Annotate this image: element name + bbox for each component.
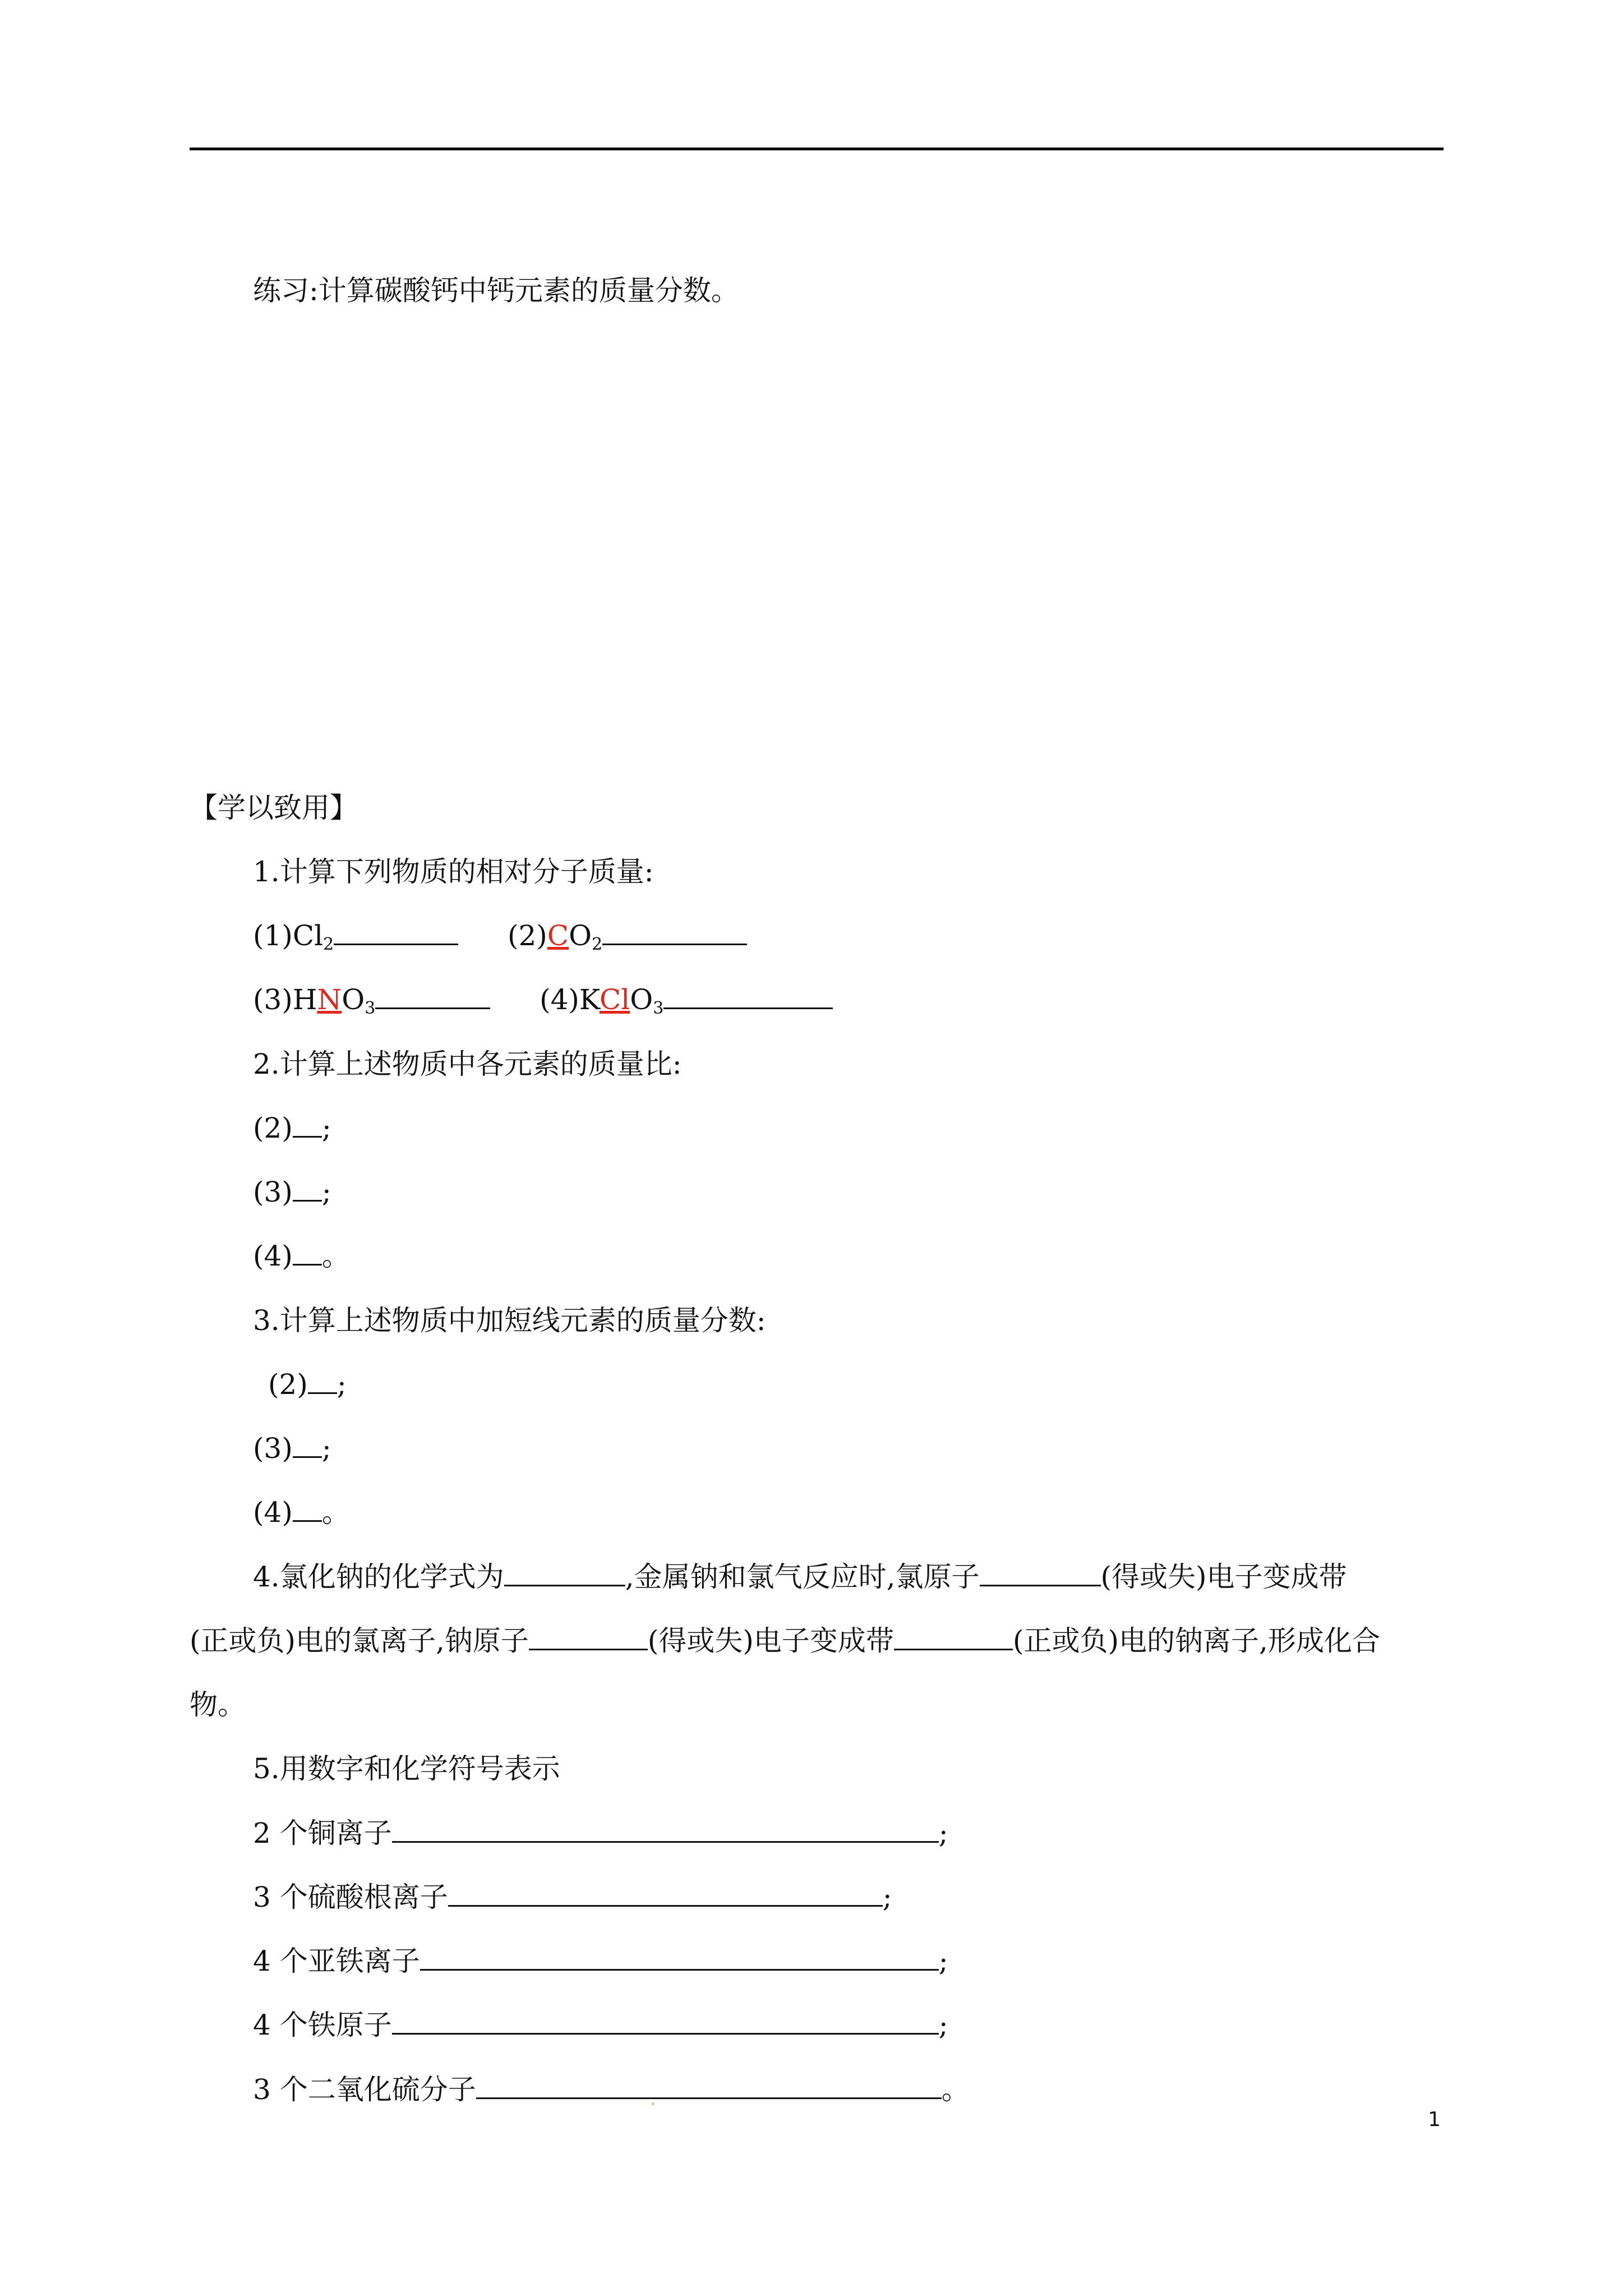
q1-item3-rest: O [342, 983, 365, 1016]
q5-item-end: ; [882, 1881, 892, 1913]
q1-item3-sub: 3 [365, 999, 376, 1018]
q5-item-end: ; [938, 2009, 948, 2041]
q4-text: (正或负)电的氯离子,钠原子 [190, 1625, 529, 1657]
answer-blank[interactable] [293, 1110, 322, 1138]
q3-item-end: ; [336, 1368, 347, 1401]
answer-blank[interactable] [420, 1943, 939, 1971]
q1-item2-num: (2) [507, 919, 547, 952]
q4-line-3: 物。 [190, 1688, 246, 1721]
q5-item [253, 2003, 948, 2047]
answer-blank[interactable] [293, 1494, 322, 1522]
q2-item [253, 1234, 350, 1278]
answer-blank[interactable] [293, 1430, 322, 1458]
q3-item-num: (2) [268, 1368, 308, 1401]
q2-item-end: ; [321, 1112, 331, 1144]
q1-item3-highlight: N [317, 983, 342, 1016]
section-heading: 【学以致用】 [190, 792, 358, 824]
q3-item [268, 1362, 347, 1407]
q5-item-end: 。 [941, 2073, 970, 2106]
q1-item2-highlight: C [547, 919, 569, 952]
q3-item-end: ; [321, 1432, 331, 1465]
q3-prompt: 3.计算上述物质中加短线元素的质量分数: [253, 1304, 766, 1337]
answer-blank[interactable] [293, 1237, 322, 1266]
answer-blank[interactable] [980, 1558, 1101, 1587]
q1-item4-pre: K [579, 983, 600, 1016]
q1-row-2 [253, 977, 833, 1022]
q5-item [253, 1811, 948, 1856]
q2-item-num: (2) [253, 1112, 293, 1144]
q1-item4-highlight: Cl [599, 983, 630, 1016]
answer-blank[interactable] [392, 2007, 939, 2035]
q5-item [253, 2067, 970, 2112]
q5-item [253, 1939, 948, 1984]
q3-item-num: (3) [253, 1432, 293, 1465]
answer-blank[interactable] [375, 981, 490, 1010]
answer-blank[interactable] [476, 2071, 942, 2100]
answer-blank[interactable] [663, 981, 833, 1010]
q2-item-end: ; [321, 1176, 331, 1208]
q4-text: 4.氯化钠的化学式为 [253, 1561, 504, 1593]
answer-blank[interactable] [308, 1366, 337, 1395]
q2-item-end: 。 [321, 1240, 350, 1272]
q1-prompt: 1.计算下列物质的相对分子质量: [253, 855, 654, 888]
answer-blank[interactable] [334, 917, 458, 946]
q5-item-label: 2 个铜离子 [253, 1817, 392, 1849]
q2-item-num: (3) [253, 1176, 293, 1208]
q3-item [253, 1490, 350, 1535]
q5-item-label: 3 个二氧化硫分子 [253, 2073, 476, 2106]
q1-item2-rest: O [569, 919, 592, 952]
q5-item-label: 3 个硫酸根离子 [253, 1881, 448, 1913]
q2-item [253, 1106, 331, 1151]
q2-item-num: (4) [253, 1240, 293, 1272]
q1-item2-sub: 2 [592, 935, 603, 954]
q4-text: (得或失)电子变成带 [1100, 1561, 1347, 1593]
answer-blank[interactable] [392, 1815, 939, 1843]
q5-item [253, 1875, 892, 1920]
q4-line-2 [190, 1618, 1380, 1663]
q1-item4-sub: 3 [653, 999, 664, 1018]
q5-prompt: 5.用数字和化学符号表示 [253, 1752, 560, 1785]
q5-item-label: 4 个铁原子 [253, 2009, 392, 2041]
q4-text: ,金属钠和氯气反应时,氯原子 [625, 1561, 980, 1593]
q4-text: (得或失)电子变成带 [647, 1625, 894, 1657]
q4-line-1 [253, 1554, 1347, 1599]
q4-text: (正或负)电的钠离子,形成化合 [1012, 1625, 1380, 1657]
q1-item4-num: (4) [540, 983, 579, 1016]
q1-item3-pre: H [292, 983, 317, 1016]
q5-item-end: ; [938, 1945, 948, 1977]
practice-text: 练习:计算碳酸钙中钙元素的质量分数。 [253, 274, 739, 307]
answer-blank[interactable] [602, 917, 747, 946]
q3-item-end: 。 [321, 1496, 350, 1529]
answer-blank[interactable] [529, 1622, 648, 1651]
q2-prompt: 2.计算上述物质中各元素的质量比: [253, 1048, 682, 1080]
q1-item1-formula: Cl [292, 919, 324, 952]
q1-item3-num: (3) [253, 983, 293, 1016]
q2-item [253, 1170, 331, 1214]
q1-item4-rest: O [630, 983, 653, 1016]
stray-dot [652, 2102, 654, 2105]
answer-blank[interactable] [894, 1622, 1013, 1651]
q5-item-label: 4 个亚铁离子 [253, 1945, 420, 1977]
q1-item1-sub: 2 [323, 935, 334, 954]
header-rule [190, 148, 1444, 150]
q5-item-end: ; [938, 1817, 948, 1849]
q1-row-1 [253, 913, 747, 958]
answer-blank[interactable] [504, 1558, 625, 1587]
q1-item1-num: (1) [253, 919, 293, 952]
answer-blank[interactable] [448, 1879, 883, 1907]
answer-blank[interactable] [293, 1174, 322, 1202]
q3-item-num: (4) [253, 1496, 293, 1529]
page-number: 1 [1428, 2108, 1441, 2131]
q3-item [253, 1426, 331, 1471]
